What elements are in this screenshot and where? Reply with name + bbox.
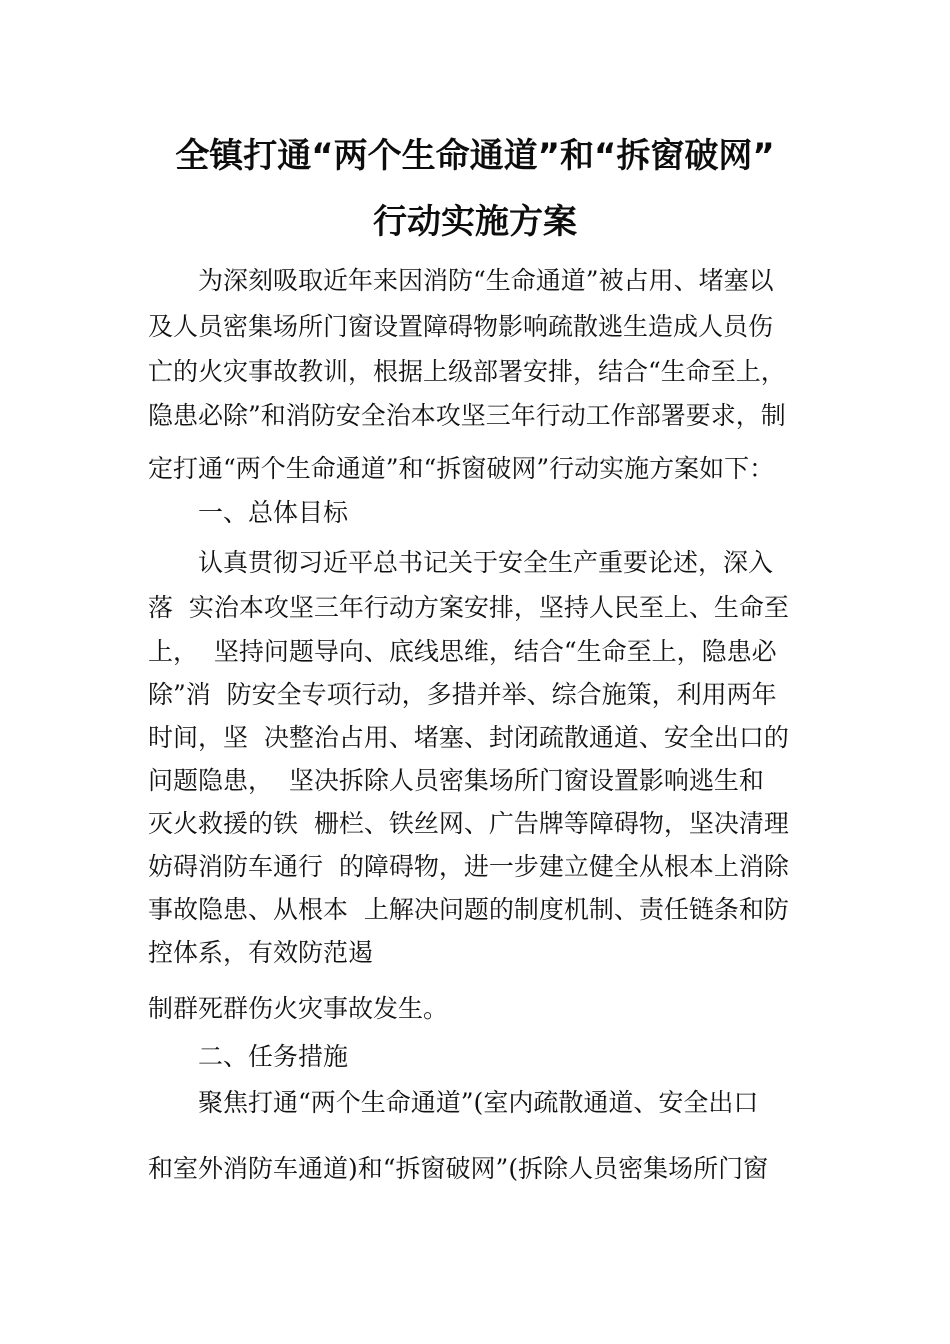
document-title-line-1: 全镇打通“两个生命通道”和“拆窗破网” xyxy=(175,136,775,176)
section-heading-2: 二、任务措施 xyxy=(198,1042,349,1071)
paragraph-line: 隐患必除”和消防安全治本攻坚三年行动工作部署要求，制 xyxy=(148,401,786,430)
paragraph-line: 事故隐患、从根本 上解决问题的制度机制、责任链条和防 xyxy=(148,895,789,924)
paragraph-line: 时间，坚 决整治占用、堵塞、封闭疏散通道、安全出口的 xyxy=(148,723,789,752)
paragraph-line: 问题隐患， 坚决拆除人员密集场所门窗设置影响逃生和 xyxy=(148,766,764,795)
paragraph-line: 上， 坚持问题导向、底线思维，结合“生命至上，隐患必 xyxy=(148,637,777,666)
paragraph-line: 亡的火灾事故教训，根据上级部署安排，结合“生命至上， xyxy=(148,357,786,386)
paragraph-line: 及人员密集场所门窗设置障碍物影响疏散逃生造成人员伤 xyxy=(148,312,774,341)
document-title-line-2: 行动实施方案 xyxy=(373,202,577,242)
paragraph-line: 聚焦打通“两个生命通道”(室内疏散通道、安全出口 xyxy=(198,1088,759,1117)
paragraph-line: 为深刻吸取近年来因消防“生命通道”被占用、堵塞以 xyxy=(198,266,774,295)
paragraph-line: 除”消 防安全专项行动，多措并举、综合施策，利用两年 xyxy=(148,680,777,709)
section-heading-1: 一、总体目标 xyxy=(198,498,349,527)
paragraph-line: 定打通“两个生命通道”和“拆窗破网”行动实施方案如下： xyxy=(148,454,775,483)
paragraph-line: 控体系，有效防范遏 xyxy=(148,938,374,967)
paragraph-line: 和室外消防车通道)和“拆窗破网”(拆除人员密集场所门窗 xyxy=(148,1154,769,1183)
paragraph-line: 落 实治本攻坚三年行动方案安排，坚持人民至上、生命至 xyxy=(148,593,789,622)
paragraph-line: 认真贯彻习近平总书记关于安全生产重要论述，深入 xyxy=(198,548,774,577)
paragraph-line: 灭火救援的铁 栅栏、铁丝网、广告牌等障碍物，坚决清理 xyxy=(148,809,789,838)
paragraph-line: 妨碍消防车通行 的障碍物，进一步建立健全从根本上消除 xyxy=(148,852,789,881)
paragraph-line: 制群死群伤火灾事故发生。 xyxy=(148,994,449,1023)
